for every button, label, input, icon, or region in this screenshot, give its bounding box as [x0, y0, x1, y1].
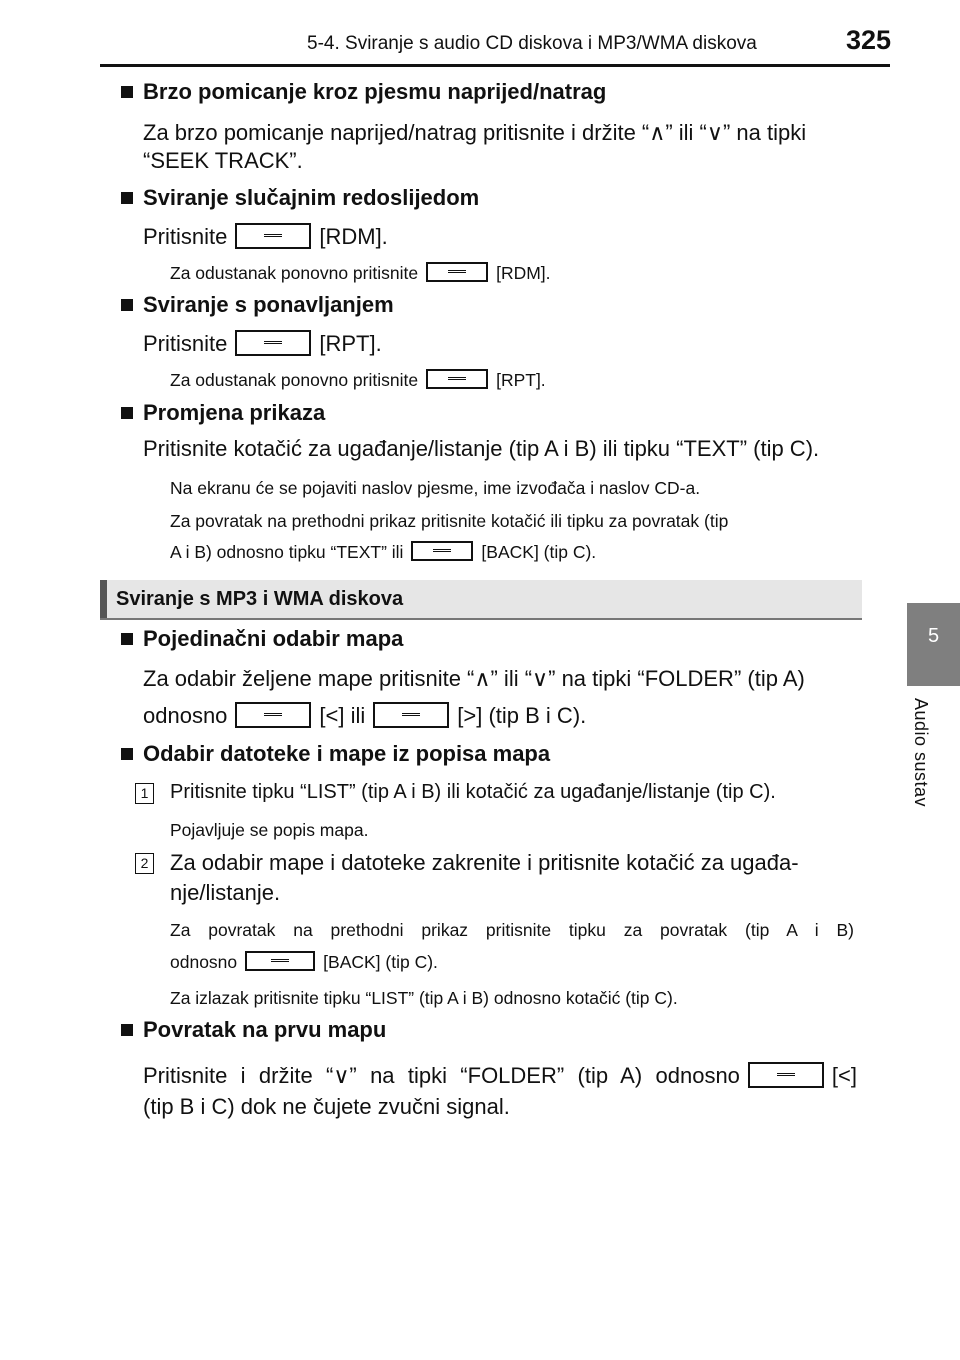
section-header — [100, 580, 862, 620]
page-number: 325 — [846, 25, 892, 55]
note-line — [170, 263, 551, 284]
body-text: Pritisnite — [143, 331, 228, 356]
chapter-tab-number: 5 — [927, 625, 940, 647]
note-text: odnosno — [170, 952, 238, 972]
step-text: Za odabir mape i datoteke zakrenite i pritisnite kotačić za ugađa- — [170, 850, 799, 875]
note-text: Za odustanak ponovno pritisnite — [170, 263, 419, 283]
preset-button-icon — [245, 951, 315, 971]
body-text: Pritisnite i držite “∨” na tipki “FOLDER” (tip A) odnosno — [143, 1063, 740, 1088]
preset-button-icon — [235, 702, 311, 728]
step-number: 1 — [135, 783, 154, 804]
page-header — [0, 0, 890, 66]
bullet-square-icon — [121, 407, 133, 419]
body-line — [143, 703, 586, 729]
step-text: Pritisnite tipku “LIST” (tip A i B) ili kotačić za ugađanje/listanje (tip C). — [170, 781, 776, 803]
note-text: A i B) odnosno tipku “TEXT” ili — [170, 542, 404, 562]
note-text: Na ekranu će se pojaviti naslov pjesme, ime izvođača i naslov CD-a. — [170, 478, 701, 498]
body-text: odnosno — [143, 703, 228, 728]
heading-first-folder: Povratak na prvu mapu — [143, 1017, 387, 1042]
chapter-tab-label: Audio sustav — [911, 698, 931, 808]
preset-button-icon — [426, 369, 488, 389]
body-text: [<] ili — [319, 703, 366, 728]
preset-button-icon — [426, 262, 488, 282]
heading-folder-select: Pojedinačni odabir mapa — [143, 626, 404, 651]
bullet-square-icon — [121, 633, 133, 645]
body-line — [143, 1063, 857, 1089]
bullet-square-icon — [121, 748, 133, 760]
body-text: [RPT]. — [319, 331, 382, 356]
note-text: [RDM]. — [496, 263, 551, 283]
section-title: Sviranje s MP3 i WMA diskova — [116, 588, 404, 610]
chapter-tab-label-box — [908, 698, 958, 838]
header-rule — [100, 64, 890, 67]
bullet-square-icon — [121, 1024, 133, 1036]
heading-repeat: Sviranje s ponavljanjem — [143, 292, 394, 317]
step-number: 2 — [135, 853, 154, 874]
body-text: [>] (tip B i C). — [457, 703, 587, 728]
preset-button-icon — [373, 702, 449, 728]
body-text: (tip B i C) dok ne čujete zvučni signal. — [143, 1094, 510, 1119]
body-text: “SEEK TRACK”. — [143, 148, 303, 173]
heading-display: Promjena prikaza — [143, 400, 326, 425]
heading-random: Sviranje slučajnim redoslijedom — [143, 185, 480, 210]
chapter-title: 5-4. Sviranje s audio CD diskova i MP3/WMA diskova — [307, 33, 757, 54]
preset-button-icon — [235, 330, 311, 356]
bullet-square-icon — [121, 86, 133, 98]
step-text: nje/listanje. — [170, 880, 281, 905]
heading-folder-list: Odabir datoteke i mape iz popisa mapa — [143, 741, 551, 766]
bullet-square-icon — [121, 192, 133, 204]
note-line — [170, 542, 596, 563]
body-text: Za brzo pomicanje naprijed/natrag pritisnite i držite “∧” ili “∨” na tipki — [143, 120, 807, 145]
preset-button-icon — [411, 541, 473, 561]
body-text: Za odabir željene mape pritisnite “∧” ili “∨” na tipki “FOLDER” (tip A) — [143, 666, 805, 691]
note-text: Za odustanak ponovno pritisnite — [170, 370, 419, 390]
note-line — [170, 370, 546, 391]
body-line — [143, 224, 388, 250]
note-text: Za povratak na prethodni prikaz pritisnite kotačić ili tipku za povratak (tip — [170, 511, 729, 531]
note-text: Za izlazak pritisnite tipku “LIST” (tip A i B) odnosno kotačić (tip C). — [170, 988, 678, 1008]
preset-button-icon — [235, 223, 311, 249]
body-text: [RDM]. — [319, 224, 388, 249]
note-text: [RPT]. — [496, 370, 546, 390]
body-line — [143, 331, 382, 357]
bullet-square-icon — [121, 299, 133, 311]
note-text: Pojavljuje se popis mapa. — [170, 820, 369, 840]
note-text: Za povratak na prethodni prikaz pritisnite tipku za povratak (tip A i B) — [170, 920, 854, 940]
note-text: [BACK] (tip C). — [481, 542, 597, 562]
chapter-tab — [907, 603, 960, 686]
section-accent — [100, 580, 107, 618]
preset-button-icon — [748, 1062, 824, 1088]
body-text: Pritisnite — [143, 224, 228, 249]
body-text: [<] — [831, 1063, 857, 1088]
heading-fast-seek: Brzo pomicanje kroz pjesmu naprijed/natrag — [143, 79, 607, 104]
note-text: [BACK] (tip C). — [323, 952, 438, 972]
note-line — [170, 952, 438, 973]
body-text: Pritisnite kotačić za ugađanje/listanje (tip A i B) ili tipku “TEXT” (tip C). — [143, 436, 820, 461]
